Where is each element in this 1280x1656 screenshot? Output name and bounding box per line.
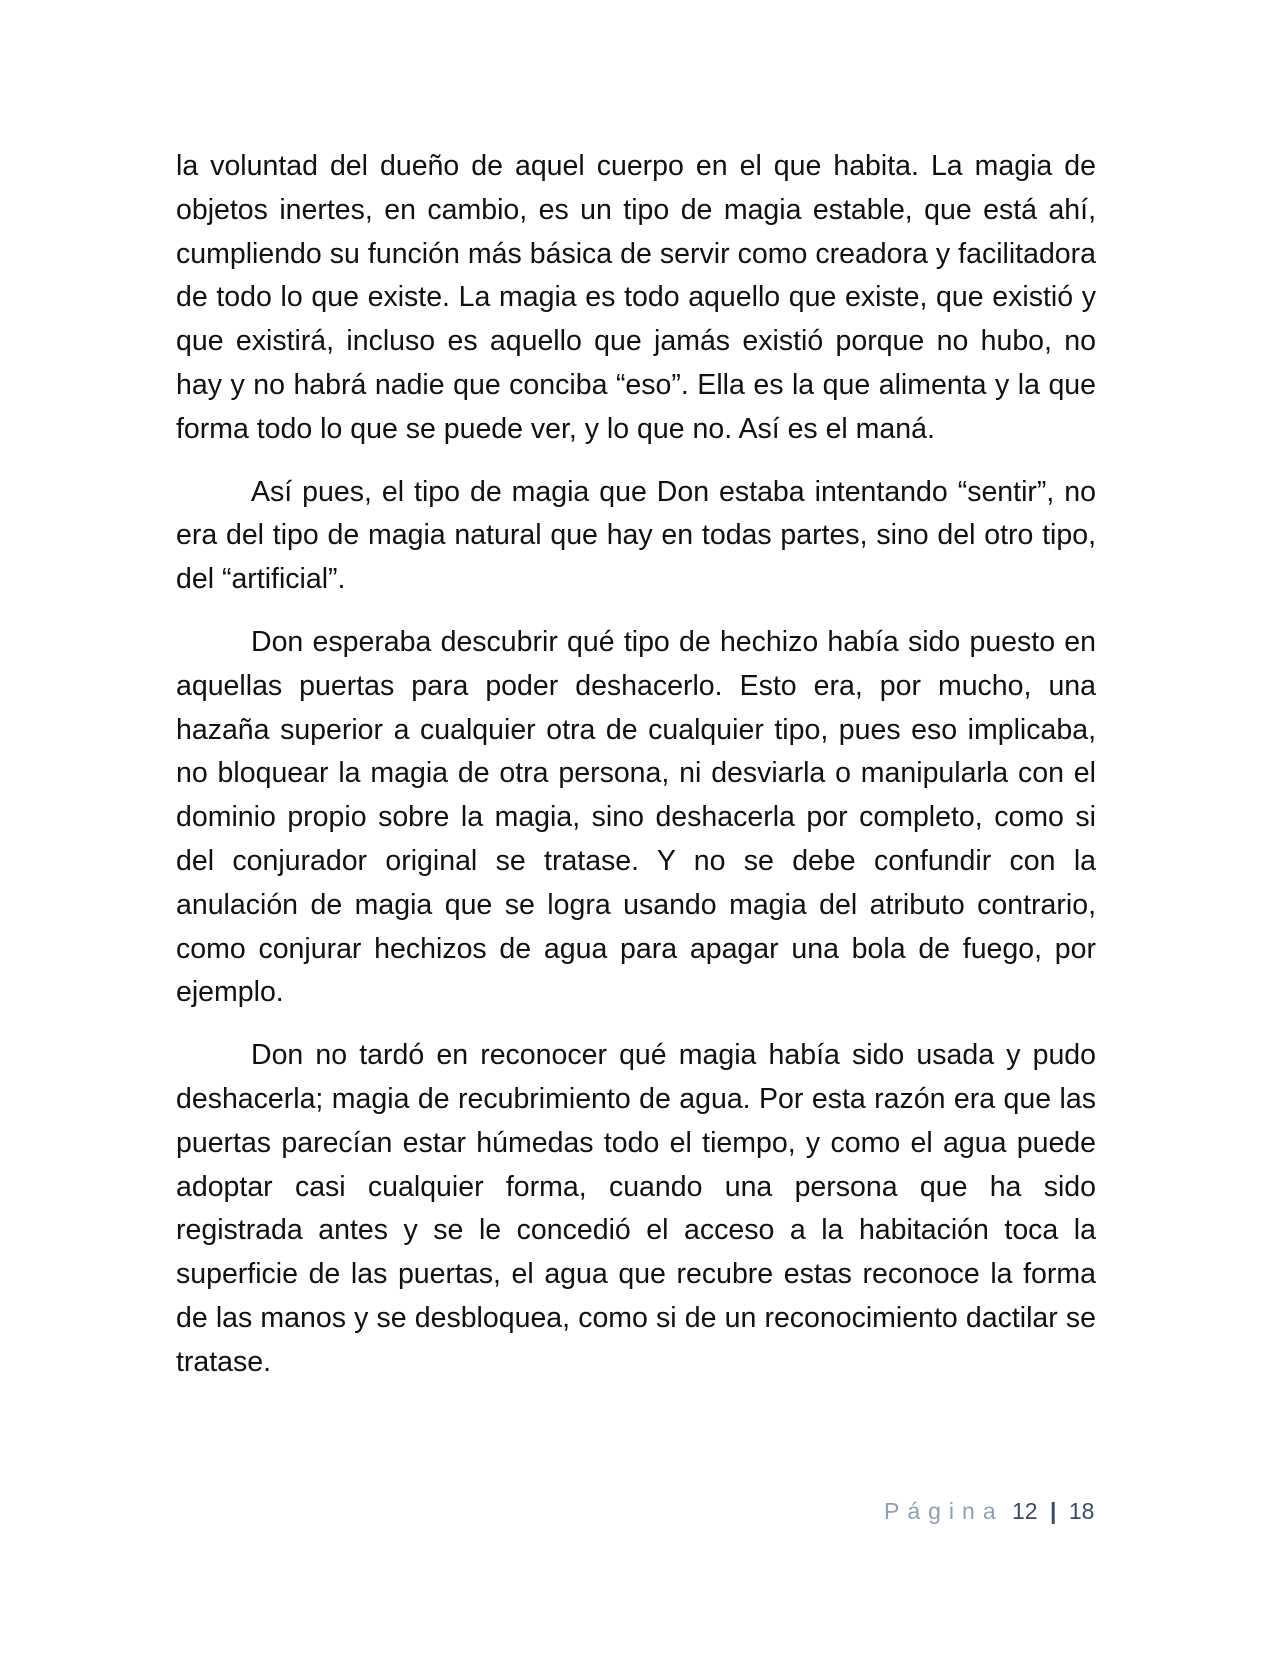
paragraph-1: la voluntad del dueño de aquel cuerpo en el que habita. La magia de objetos inertes, en cambio, es un tipo de magia estable, que está ahí, cumpliendo su función más básica de servir como creadora y facilitadora de todo lo que existe. La magia es todo aquello que existe, que existió y que existirá, incluso es aquello que jamás existió porque no hubo, no hay y no habrá nadie que conciba “eso”. Ella es la que alimenta y la que forma todo lo que se puede ver, y lo que no. Así es el maná. bbox=[176, 150, 1096, 445]
paragraph-3: Don esperaba descubrir qué tipo de hechizo había sido puesto en aquellas puertas para poder deshacerlo. Esto era, por mucho, una hazaña superior a cualquier otra de cualquier tipo, pues eso implicaba, no bloquear la magia de otra persona, ni desviarla o manipularla con el dominio propio sobre la magia, sino deshacerla por completo, como si del conjurador original se tratase. Y no se debe confundir con la anulación de magia que se logra usando magia del atributo contrario, como conjurar hechizos de agua para apagar una bola de fuego, por ejemplo. bbox=[176, 625, 1096, 1009]
page-separator: | bbox=[1050, 1498, 1057, 1524]
paragraph-2: Así pues, el tipo de magia que Don estaba intentando “sentir”, no era del tipo de magia natural que hay en todas partes, sino del otro tipo, del “artificial”. bbox=[176, 475, 1096, 596]
page-label: Página bbox=[884, 1498, 1004, 1524]
page-number: 12 bbox=[1012, 1498, 1038, 1524]
body-text bbox=[176, 145, 1096, 1404]
paragraph-4: Don no tardó en reconocer qué magia había sido usada y pudo deshacerla; magia de recubrimiento de agua. Por esta razón era que las puertas parecían estar húmedas todo el tiempo, y como el agua puede adoptar casi cualquier forma, cuando una persona que ha sido registrada antes y se le concedió el acceso a la habitación toca la superficie de las puertas, el agua que recubre estas reconoce la forma de las manos y se desbloquea, como si de un reconocimiento dactilar se tratase. bbox=[176, 1039, 1096, 1378]
page-footer bbox=[884, 1496, 1094, 1526]
page-total: 18 bbox=[1068, 1498, 1095, 1524]
